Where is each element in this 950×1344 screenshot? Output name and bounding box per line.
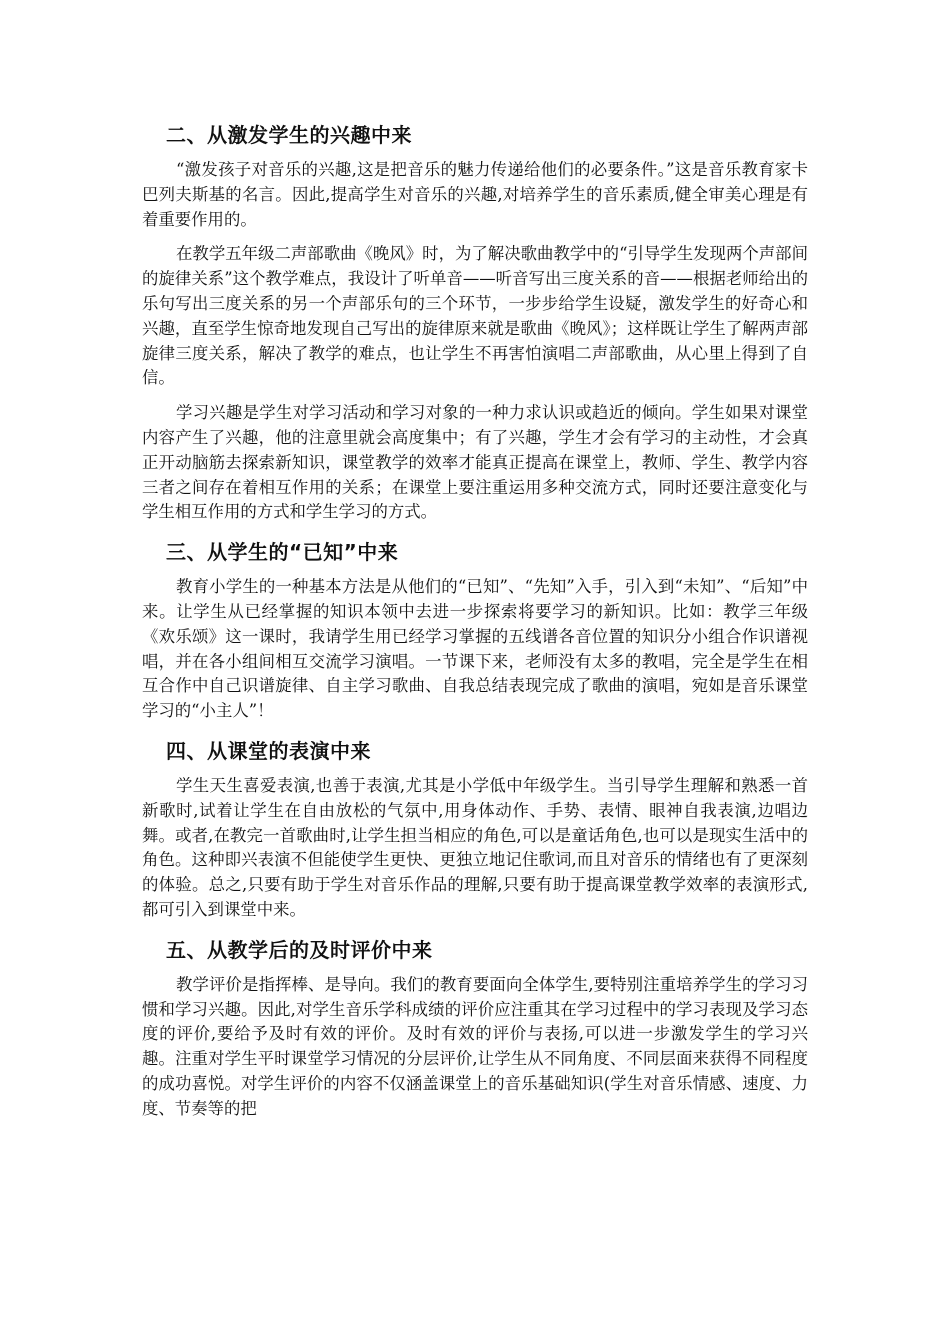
section-heading: 四、从课堂的表演中来 — [166, 738, 371, 763]
paragraph: “激发孩子对音乐的兴趣,这是把音乐的魅力传递给他们的必要条件。”这是音乐教育家卡巴列夫斯基的名言。因此,提高学生对音乐的兴趣,对培养学生的音乐素质,健全审美心理是有着重要作用的。 — [142, 160, 808, 229]
paragraph: 学生天生喜爱表演,也善于表演,尤其是小学低中年级学生。当引导学生理解和熟悉一首新歌时,试着让学生在自由放松的气氛中,用身体动作、手势、表情、眼神自我表演,边唱边舞。或者,在教完一首歌曲时,让学生担当相应的角色,可以是童话角色,也可以是现实生活中的角色。这种即兴表演不但能使学生更快、更独立地记住歌词,而且对音乐的情绪也有了更深刻的体验。总之,只要有助于学生对音乐作品的理解,只要有助于提高课堂教学效率的表演形式,都可引入到课堂中来。 — [142, 775, 808, 919]
paragraph: 教学评价是指挥棒、是导向。我们的教育要面向全体学生,要特别注重培养学生的学习习惯和学习兴趣。因此,对学生音乐学科成绩的评价应注重其在学习过程中的学习表现及学习态度的评价,要给予及时有效的评价。及时有效的评价与表扬,可以进一步激发学生的学习兴趣。注重对学生平时课堂学习情况的分层评价,让学生从不同角度、不同层面来获得不同程度的成功喜悦。对学生评价的内容不仅涵盖课堂上的音乐基础知识(学生对音乐情感、速度、力度、节奏等的把 — [142, 974, 808, 1118]
paragraph: 教育小学生的一种基本方法是从他们的“已知”、“先知”入手，引入到“未知”、“后知”中来。让学生从已经掌握的知识本领中去进一步探索将要学习的新知识。比如：教学三年级《欢乐颂》这一课时，我请学生用已经学习掌握的五线谱各音位置的知识分小组合作识谱视唱，并在各小组间相互交流学习演唱。一节课下来，老师没有太多的教唱，完全是学生在相互合作中自己识谱旋律、自主学习歌曲、自我总结表现完成了歌曲的演唱，宛如是音乐课堂学习的“小主人”！ — [142, 577, 808, 721]
section-known — [142, 535, 808, 724]
section-evaluation — [142, 933, 808, 1122]
section-interest — [142, 118, 808, 525]
section-heading: 二、从激发学生的兴趣中来 — [166, 123, 412, 147]
section-heading: 五、从教学后的及时评价中来 — [166, 937, 433, 962]
paragraph: 在教学五年级二声部歌曲《晚风》时，为了解决歌曲教学中的“引导学生发现两个声部间的旋律关系”这个教学难点，我设计了听单音——听音写出三度关系的音——根据老师给出的乐句写出三度关系的另一个声部乐句的三个环节，一步步给学生设疑，激发学生的好奇心和兴趣，直至学生惊奇地发现自己写出的旋律原来就是歌曲《晚风》；这样既让学生了解两声部旋律三度关系，解决了教学的难点，也让学生不再害怕演唱二声部歌曲，从心里上得到了自信。 — [142, 244, 808, 388]
section-heading: 三、从学生的“已知”中来 — [166, 540, 399, 565]
paragraph: 学习兴趣是学生对学习活动和学习对象的一种力求认识或趋近的倾向。学生如果对课堂内容产生了兴趣，他的注意里就会高度集中；有了兴趣，学生才会有学习的主动性，才会真正开动脑筋去探索新知识，课堂教学的效率才能真正提高在课堂上，教师、学生、教学内容三者之间存在着相互作用的关系；在课堂上要注重运用多种交流方式，同时还要注意变化与学生相互作用的方式和学生学习的方式。 — [142, 403, 808, 522]
section-performance — [142, 734, 808, 923]
document-page — [142, 118, 808, 1132]
